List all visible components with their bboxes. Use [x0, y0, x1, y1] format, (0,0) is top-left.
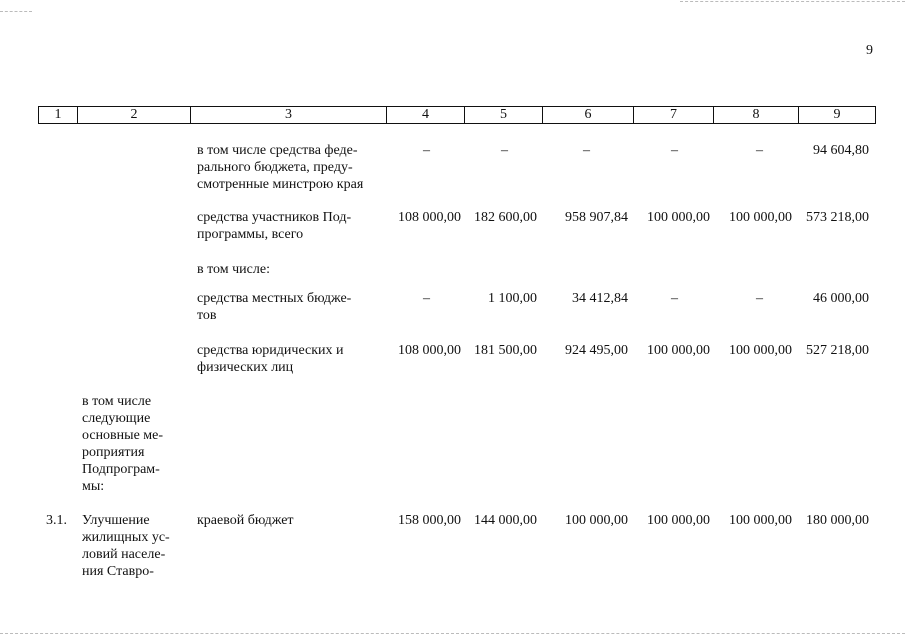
scan-artifact-line [0, 633, 905, 634]
row-description: средства участников Под- программы, всего [197, 210, 352, 242]
page-number: 9 [866, 43, 873, 58]
row-description: средства юридических и физических лиц [197, 343, 344, 375]
value-cell-8: 100 000,00 [729, 343, 792, 358]
value-cell-9: 94 604,80 [813, 143, 869, 158]
header-cell: 7 [634, 107, 714, 123]
value-cell-7: – [671, 291, 678, 306]
value-cell-6: 100 000,00 [565, 513, 628, 528]
value-cell-5: 1 100,00 [488, 291, 537, 306]
value-cell-4: 108 000,00 [398, 210, 461, 225]
value-cell-8: – [756, 143, 763, 158]
value-cell-9: 527 218,00 [806, 343, 869, 358]
header-cell: 8 [714, 107, 799, 123]
header-cell: 9 [833, 107, 841, 122]
header-cell: 1 [39, 107, 78, 123]
value-cell-8: 100 000,00 [729, 513, 792, 528]
value-cell-9: 46 000,00 [813, 291, 869, 306]
value-cell-8: 100 000,00 [729, 210, 792, 225]
section-note: в том числе следующие основные ме- роприятия Подпрограм- мы: [82, 394, 164, 494]
value-cell-8: – [756, 291, 763, 306]
header-cell: 5 [465, 107, 543, 123]
value-cell-6: – [583, 143, 590, 158]
value-cell-5: – [501, 143, 508, 158]
value-cell-7: – [671, 143, 678, 158]
header-cell: 6 [543, 107, 634, 123]
header-cell: 3 [191, 107, 387, 123]
funding-source: краевой бюджет [197, 513, 294, 528]
value-cell-4: – [423, 143, 430, 158]
header-cell: 2 [78, 107, 191, 123]
value-cell-5: 181 500,00 [474, 343, 537, 358]
value-cell-7: 100 000,00 [647, 513, 710, 528]
value-cell-6: 958 907,84 [565, 210, 628, 225]
table-header [38, 106, 876, 124]
value-cell-5: 144 000,00 [474, 513, 537, 528]
row-description: в том числе средства феде- рального бюджета, преду- смотренные минстрою края [197, 143, 364, 192]
row-description: средства местных бюдже- тов [197, 291, 352, 323]
value-cell-4: 108 000,00 [398, 343, 461, 358]
row-description: в том числе: [197, 262, 270, 277]
scan-artifact-line [0, 11, 32, 12]
value-cell-6: 34 412,84 [572, 291, 628, 306]
value-cell-4: 158 000,00 [398, 513, 461, 528]
item-title: Улучшение жилищных ус- ловий населе- ния Ставро- [82, 513, 170, 579]
value-cell-9: 573 218,00 [806, 210, 869, 225]
header-cell: 4 [387, 107, 465, 123]
item-number: 3.1. [46, 513, 67, 528]
scan-artifact-line [680, 1, 905, 2]
value-cell-5: 182 600,00 [474, 210, 537, 225]
value-cell-4: – [423, 291, 430, 306]
value-cell-7: 100 000,00 [647, 343, 710, 358]
value-cell-9: 180 000,00 [806, 513, 869, 528]
value-cell-7: 100 000,00 [647, 210, 710, 225]
value-cell-6: 924 495,00 [565, 343, 628, 358]
